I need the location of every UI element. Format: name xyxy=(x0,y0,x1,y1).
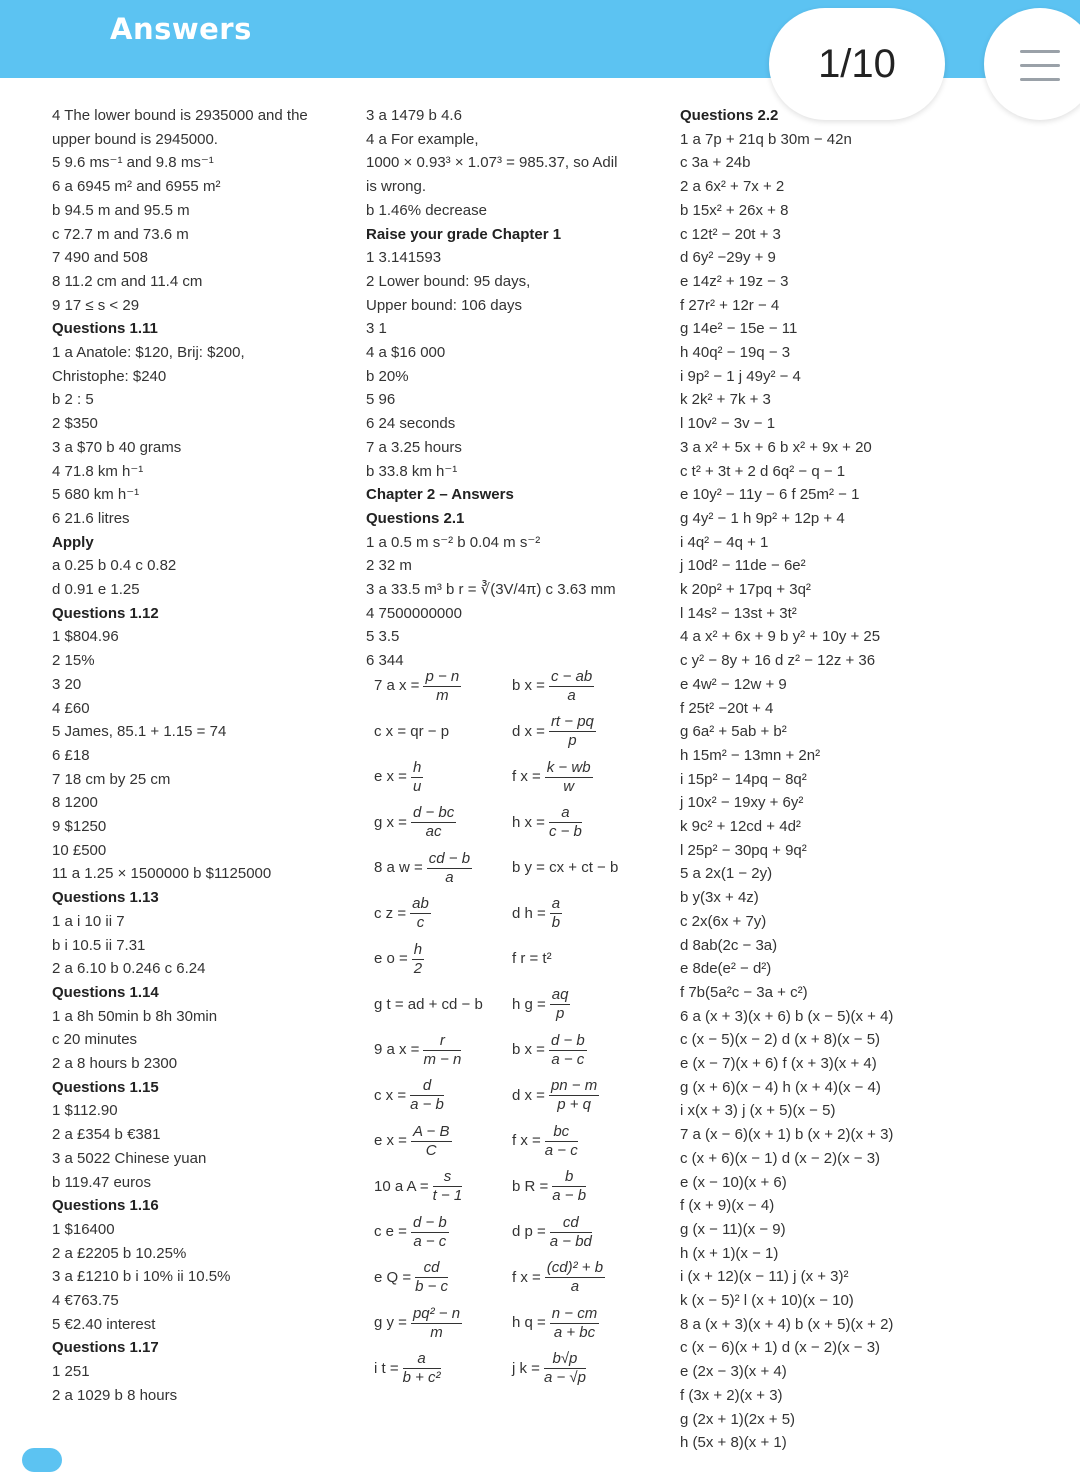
answer-line: a 0.25 b 0.4 c 0.82 xyxy=(52,557,177,575)
numerator: c − ab xyxy=(550,667,593,685)
answer-line: k 20p² + 17pq + 3q² xyxy=(680,581,811,598)
fraction xyxy=(433,1168,463,1205)
answer-line: b 15x² + 26x + 8 xyxy=(680,201,789,219)
numerator: d − b xyxy=(550,1031,585,1049)
answer-line: b 33.8 km h⁻¹ xyxy=(366,462,458,480)
fraction xyxy=(552,1168,586,1205)
answer-line: b y(3x + 4z) xyxy=(680,889,759,907)
answer-line: 1 251 xyxy=(52,1363,90,1381)
formula-row xyxy=(366,1210,666,1254)
answer-line: 4 7500000000 xyxy=(366,604,462,622)
section-heading: Chapter 2 – Answers xyxy=(366,486,514,504)
answer-line: g 4y² − 1 h 9p² + 12p + 4 xyxy=(680,509,845,527)
denominator: a xyxy=(445,868,454,886)
answer-line: 4 The lower bound is 2935000 and the xyxy=(52,107,308,124)
answer-line: c y² − 8y + 16 d z² − 12z + 36 xyxy=(680,652,876,670)
fraction xyxy=(423,668,461,705)
denominator: t − 1 xyxy=(432,1187,463,1204)
answer-line: 5 a 2x(1 − 2y) xyxy=(680,865,773,883)
page-title: Answers xyxy=(110,12,252,46)
formula-label: e o = xyxy=(374,950,408,967)
numerator: b xyxy=(552,1168,586,1187)
fraction xyxy=(411,804,456,841)
denominator: a + bc xyxy=(553,1323,596,1341)
answer-line: upper bound is 2945000. xyxy=(52,130,218,148)
denominator: p + q xyxy=(557,1096,591,1113)
answer-line: h (x + 1)(x − 1) xyxy=(680,1244,779,1262)
answer-line: 3 20 xyxy=(52,675,82,693)
answer-line: e (x − 7)(x + 6) f (x + 3)(x + 4) xyxy=(680,1055,877,1072)
answer-line: c (x − 5)(x − 2) d (x + 8)(x − 5) xyxy=(680,1031,881,1049)
formula-label: d h = xyxy=(512,904,546,922)
answer-line: e 10y² − 11y − 6 f 25m² − 1 xyxy=(680,486,860,504)
fraction xyxy=(549,1032,587,1069)
answer-line: d 8ab(2c − 3a) xyxy=(680,936,778,954)
fraction xyxy=(544,1350,586,1387)
numerator: pn − m xyxy=(550,1077,598,1094)
answers-column-2 xyxy=(366,104,666,1424)
section-heading: Questions 1.14 xyxy=(52,983,159,1001)
fraction xyxy=(550,1214,592,1251)
denominator: a xyxy=(567,686,576,704)
formula-row xyxy=(366,755,666,799)
answer-line: g (2x + 1)(2x + 5) xyxy=(680,1410,796,1428)
answer-line: e (x − 10)(x + 6) xyxy=(680,1173,787,1191)
answer-line: i 15p² − 14pq − 8q² xyxy=(680,770,807,788)
fraction xyxy=(550,1305,599,1342)
formula-label: i t = xyxy=(374,1359,399,1377)
fraction xyxy=(410,1077,444,1114)
numerator: b√p xyxy=(544,1350,586,1369)
answer-line: 6 24 seconds xyxy=(366,415,456,433)
formula-row xyxy=(366,1028,666,1072)
answer-line: i x(x + 3) j (x + 5)(x − 5) xyxy=(680,1102,836,1120)
formula-row xyxy=(366,664,666,708)
denominator: c − b xyxy=(548,823,582,840)
answer-line: 3 a 1479 b 4.6 xyxy=(366,107,462,124)
denominator: a − √p xyxy=(543,1369,586,1386)
answer-line: 7 18 cm by 25 cm xyxy=(52,770,171,788)
fraction xyxy=(415,1259,448,1296)
answer-line: f 27r² + 12r − 4 xyxy=(680,296,780,314)
answer-line: c 3a + 24b xyxy=(680,154,751,172)
formula-label: f x = xyxy=(512,1268,541,1286)
numerator: h xyxy=(412,758,422,776)
formula-row xyxy=(366,1165,666,1209)
numerator: (cd)² + b xyxy=(546,1259,604,1276)
formula-label: b x = xyxy=(512,1041,545,1058)
formula-label: e Q = xyxy=(374,1268,412,1286)
answer-line: 1 a 7p + 21q b 30m − 42n xyxy=(680,130,852,148)
answer-line: 3 a x² + 5x + 6 b x² + 9x + 20 xyxy=(680,438,872,456)
answer-line: b 20% xyxy=(366,367,409,385)
answer-line: b i 10.5 ii 7.31 xyxy=(52,936,146,954)
denominator: a − c xyxy=(413,1232,447,1250)
answers-column-3 xyxy=(680,104,980,1454)
answer-line: 2 32 m xyxy=(366,557,412,575)
answer-line: 1 a i 10 ii 7 xyxy=(52,912,125,930)
fraction xyxy=(411,1305,462,1342)
formula-label: b R = xyxy=(512,1177,549,1195)
answer-line: k (x − 5)² l (x + 10)(x − 10) xyxy=(680,1292,854,1309)
answer-line: 9 $1250 xyxy=(52,818,107,835)
answer-line: 5 680 km h⁻¹ xyxy=(52,486,140,504)
answer-line: k 9c² + 12cd + 4d² xyxy=(680,818,801,835)
formula-row xyxy=(366,1256,666,1300)
denominator: w xyxy=(563,777,575,795)
fraction xyxy=(427,850,472,887)
denominator: C xyxy=(425,1141,437,1159)
fraction xyxy=(411,1123,452,1160)
answer-line: 3 a 5022 Chinese yuan xyxy=(52,1149,207,1167)
answer-line: 9 17 ≤ s < 29 xyxy=(52,296,140,314)
formula-row xyxy=(366,710,666,754)
numerator: p − n xyxy=(425,667,460,685)
answer-line: e 14z² + 19z − 3 xyxy=(680,272,789,290)
numerator: h xyxy=(413,940,423,958)
answer-line: f (x + 9)(x − 4) xyxy=(680,1197,775,1215)
answer-line: 6 a 6945 m² and 6955 m² xyxy=(52,178,221,196)
answer-line: 1 a 8h 50min b 8h 30min xyxy=(52,1007,218,1025)
formula-row xyxy=(366,1119,666,1163)
answer-line: 2 15% xyxy=(52,652,95,670)
answer-line: Christophe: $240 xyxy=(52,367,167,385)
answer-line: c 12t² − 20t + 3 xyxy=(680,225,781,243)
answer-line: 2 a £354 b €381 xyxy=(52,1126,161,1144)
answer-line: 5 9.6 ms⁻¹ and 9.8 ms⁻¹ xyxy=(52,154,214,172)
numerator: a xyxy=(551,895,561,912)
formula-label: 8 a w = xyxy=(374,859,423,876)
answer-line: 4 a x² + 6x + 9 b y² + 10y + 25 xyxy=(680,628,881,646)
answer-line: 1 3.141593 xyxy=(366,249,442,267)
answer-line: 4 a $16 000 xyxy=(366,344,446,361)
denominator: a − c xyxy=(551,1050,585,1068)
formula-row xyxy=(366,1347,666,1391)
answer-line: 3 a £1210 b i 10% ii 10.5% xyxy=(52,1268,231,1286)
fraction xyxy=(549,713,596,750)
formula-label: c x = xyxy=(374,1086,407,1104)
answer-line: 2 a £2205 b 10.25% xyxy=(52,1244,187,1262)
numerator: pq² − n xyxy=(412,1304,461,1322)
answer-line: 1 $112.90 xyxy=(52,1102,118,1120)
answer-line: d 0.91 e 1.25 xyxy=(52,581,140,598)
menu-button[interactable] xyxy=(984,8,1080,120)
fraction xyxy=(403,1350,441,1387)
formula-row xyxy=(366,892,666,936)
answer-line: 10 £500 xyxy=(52,841,107,859)
answer-line: 2 a 6x² + 7x + 2 xyxy=(680,178,785,196)
formula-label: d x = xyxy=(512,1086,545,1104)
denominator: b − c xyxy=(415,1278,449,1295)
answer-line: d 6y² −29y + 9 xyxy=(680,249,776,267)
numerator: a xyxy=(549,804,582,823)
answer-line: 2 a 8 hours b 2300 xyxy=(52,1055,178,1072)
answer-line: c 20 minutes xyxy=(52,1031,138,1049)
answer-line: 5 €2.40 interest xyxy=(52,1315,156,1333)
numerator: ab xyxy=(412,895,429,912)
answer-line: 8 1200 xyxy=(52,794,98,812)
formula-row xyxy=(366,846,666,890)
answer-line: 2 a 6.10 b 0.246 c 6.24 xyxy=(52,960,206,978)
answer-line: 7 a (x − 6)(x + 1) b (x + 2)(x + 3) xyxy=(680,1126,894,1144)
answer-line: c (x + 6)(x − 1) d (x − 2)(x − 3) xyxy=(680,1149,881,1167)
denominator: a − bd xyxy=(549,1232,592,1250)
numerator: cd − b xyxy=(428,849,471,867)
answer-line: i (x + 12)(x − 11) j (x + 3)² xyxy=(680,1268,849,1286)
answer-line: 2 Lower bound: 95 days, xyxy=(366,272,531,290)
numerator: n − cm xyxy=(551,1304,598,1322)
page-indicator[interactable]: 1/10 xyxy=(769,8,945,120)
section-heading: Questions 1.16 xyxy=(52,1197,159,1215)
answer-line: i 9p² − 1 j 49y² − 4 xyxy=(680,367,801,385)
formula-row xyxy=(366,1301,666,1345)
numerator: k − wb xyxy=(546,758,591,776)
denominator: m xyxy=(436,686,449,704)
answer-line: e 4w² − 12w + 9 xyxy=(680,675,787,693)
answer-line: j 10x² − 19xy + 6y² xyxy=(680,794,804,812)
answer-line: 1 $804.96 xyxy=(52,628,119,646)
section-heading: Questions 1.17 xyxy=(52,1339,159,1357)
answer-line: g (x + 6)(x − 4) h (x + 4)(x − 4) xyxy=(680,1078,881,1096)
formula-label: e x = xyxy=(374,768,407,785)
formula-label: f x = xyxy=(512,768,541,785)
numerator: cd xyxy=(415,1259,448,1278)
formula-label: g t = ad + cd − b xyxy=(374,995,483,1013)
denominator: m − n xyxy=(423,1050,462,1068)
answer-line: 6 344 xyxy=(366,652,404,670)
answer-line: 1 a 0.5 m s⁻² b 0.04 m s⁻² xyxy=(366,533,541,551)
scroll-indicator xyxy=(22,1448,62,1472)
formula-label: b x = xyxy=(512,677,545,694)
section-heading: Questions 1.12 xyxy=(52,604,159,622)
formula-label: b y = cx + ct − b xyxy=(512,859,619,876)
answer-line: 5 3.5 xyxy=(366,628,400,646)
numerator: d − bc xyxy=(412,804,455,821)
fraction xyxy=(412,941,424,978)
section-heading: Questions 2.1 xyxy=(366,509,465,527)
answer-line: b 1.46% decrease xyxy=(366,201,487,219)
denominator: m xyxy=(430,1323,443,1341)
formula-label: d x = xyxy=(512,722,545,740)
answers-column-1 xyxy=(52,104,352,1424)
fraction xyxy=(411,759,423,796)
formula-label: f x = xyxy=(512,1132,541,1149)
formula-label: c z = xyxy=(374,904,407,922)
denominator: b xyxy=(551,914,561,931)
fraction xyxy=(545,1259,605,1296)
answer-line: 8 a (x + 3)(x + 4) b (x + 5)(x + 2) xyxy=(680,1315,894,1333)
answer-line: 1 $16400 xyxy=(52,1220,115,1238)
answer-line: h (5x + 8)(x + 1) xyxy=(680,1434,787,1452)
answer-line: b 2 : 5 xyxy=(52,391,94,409)
formula-label: d p = xyxy=(512,1223,546,1240)
denominator: c xyxy=(416,914,425,931)
denominator: u xyxy=(412,777,422,795)
section-heading: Questions 1.11 xyxy=(52,320,158,338)
answer-line: l 10v² − 3v − 1 xyxy=(680,415,776,433)
answer-line: g 14e² − 15e − 11 xyxy=(680,320,798,338)
answer-line: 6 a (x + 3)(x + 6) b (x − 5)(x + 4) xyxy=(680,1007,894,1025)
formula-label: 10 a A = xyxy=(374,1177,429,1195)
formula-row xyxy=(366,1074,666,1118)
fraction xyxy=(549,1077,599,1114)
formula-label: g y = xyxy=(374,1314,407,1331)
denominator: b + c² xyxy=(402,1369,441,1386)
answer-line: 1000 × 0.93³ × 1.07³ = 985.37, so Adil xyxy=(366,154,618,172)
fraction xyxy=(550,986,571,1023)
formula-label: e x = xyxy=(374,1132,407,1149)
numerator: r xyxy=(423,1032,461,1051)
answer-line: e (2x − 3)(x + 4) xyxy=(680,1363,787,1381)
fraction xyxy=(549,804,582,841)
numerator: d − b xyxy=(412,1213,447,1231)
answer-line: Upper bound: 106 days xyxy=(366,296,522,314)
denominator: p xyxy=(568,732,577,749)
denominator: a − b xyxy=(552,1187,587,1204)
answer-line: c t² + 3t + 2 d 6q² − q − 1 xyxy=(680,462,846,480)
answer-line: 11 a 1.25 × 1500000 b $1125000 xyxy=(52,865,272,883)
answer-line: f (3x + 2)(x + 3) xyxy=(680,1386,783,1404)
answer-line: 4 £60 xyxy=(52,699,90,717)
answer-line: c 72.7 m and 73.6 m xyxy=(52,225,189,243)
fraction xyxy=(545,1123,578,1160)
answer-line: g (x − 11)(x − 9) xyxy=(680,1220,786,1238)
answer-line: 4 a For example, xyxy=(366,130,479,148)
answer-line: e 8de(e² − d²) xyxy=(680,960,772,978)
section-heading: Questions 1.15 xyxy=(52,1078,159,1096)
formula-row xyxy=(366,801,666,845)
section-heading: Questions 1.13 xyxy=(52,889,159,907)
formula-label: g x = xyxy=(374,813,407,831)
answer-line: f 25t² −20t + 4 xyxy=(680,699,774,717)
denominator: a − b xyxy=(410,1096,444,1113)
numerator: A − B xyxy=(412,1122,450,1140)
formula-label: h g = xyxy=(512,995,546,1013)
answer-line: 6 21.6 litres xyxy=(52,509,130,527)
denominator: 2 xyxy=(413,959,423,977)
numerator: a xyxy=(403,1350,441,1369)
answer-line: 5 James, 85.1 + 1.15 = 74 xyxy=(52,723,227,741)
answer-line: 2 a 1029 b 8 hours xyxy=(52,1386,178,1404)
formula-label: j k = xyxy=(512,1359,540,1377)
denominator: p xyxy=(555,1005,565,1022)
numerator: cd xyxy=(550,1214,592,1233)
fraction xyxy=(411,1214,449,1251)
fraction xyxy=(545,759,593,796)
formula-label: f r = t² xyxy=(512,950,552,967)
answer-line: b 94.5 m and 95.5 m xyxy=(52,201,190,219)
answer-line: 8 11.2 cm and 11.4 cm xyxy=(52,272,203,290)
section-heading: Raise your grade Chapter 1 xyxy=(366,225,562,243)
answer-line: k 2k² + 7k + 3 xyxy=(680,391,771,409)
answer-line: 2 $350 xyxy=(52,415,98,433)
answer-line: b 119.47 euros xyxy=(52,1173,151,1191)
answer-line: g 6a² + 5ab + b² xyxy=(680,723,787,741)
answer-line: l 25p² − 30pq + 9q² xyxy=(680,841,807,859)
answer-line: c (x − 6)(x + 1) d (x − 2)(x − 3) xyxy=(680,1339,881,1357)
section-heading: Questions 2.2 xyxy=(680,107,779,124)
answer-line: j 10d² − 11de − 6e² xyxy=(680,557,806,575)
answer-line: 7 a 3.25 hours xyxy=(366,438,462,456)
section-heading: Apply xyxy=(52,533,94,551)
answer-line: is wrong. xyxy=(366,178,427,196)
answer-line: 4 71.8 km h⁻¹ xyxy=(52,462,144,480)
numerator: bc xyxy=(545,1123,578,1142)
answer-line: f 7b(5a²c − 3a + c²) xyxy=(680,983,808,1001)
denominator: a xyxy=(570,1278,580,1295)
formula-label: 7 a x = xyxy=(374,677,420,694)
formula-label: h q = xyxy=(512,1314,546,1331)
answer-line: 3 1 xyxy=(366,320,387,338)
formula-label: c e = xyxy=(374,1223,407,1240)
answer-line: 3 a 33.5 m³ b r = ∛(3V/4π) c 3.63 mm xyxy=(366,581,616,598)
formula-label: c x = qr − p xyxy=(374,722,450,740)
numerator: d xyxy=(410,1077,444,1096)
formula-row xyxy=(366,937,666,981)
answer-line: c 2x(6x + 7y) xyxy=(680,912,767,930)
fraction xyxy=(423,1032,461,1069)
fraction xyxy=(549,668,594,705)
answer-line: 7 490 and 508 xyxy=(52,249,148,267)
answer-line: 6 £18 xyxy=(52,746,90,764)
formula-row xyxy=(366,983,666,1027)
formula-label: h x = xyxy=(512,813,545,831)
answer-line: 3 a $70 b 40 grams xyxy=(52,438,182,456)
numerator: rt − pq xyxy=(550,713,594,730)
answer-line: 5 96 xyxy=(366,391,396,409)
denominator: a − c xyxy=(544,1141,578,1159)
answer-line: i 4q² − 4q + 1 xyxy=(680,533,769,551)
fraction xyxy=(550,895,562,932)
answer-line: 4 €763.75 xyxy=(52,1292,119,1309)
answer-line: l 14s² − 13st + 3t² xyxy=(680,604,797,622)
fraction xyxy=(410,895,431,932)
numerator: s xyxy=(433,1168,463,1187)
answer-line: h 15m² − 13mn + 2n² xyxy=(680,746,821,764)
menu-icon xyxy=(1020,50,1060,53)
answer-line: h 40q² − 19q − 3 xyxy=(680,344,791,361)
numerator: aq xyxy=(551,986,569,1003)
answer-line: 1 a Anatole: $120, Brij: $200, xyxy=(52,344,245,361)
formula-label: 9 a x = xyxy=(374,1041,420,1058)
denominator: ac xyxy=(425,823,442,840)
